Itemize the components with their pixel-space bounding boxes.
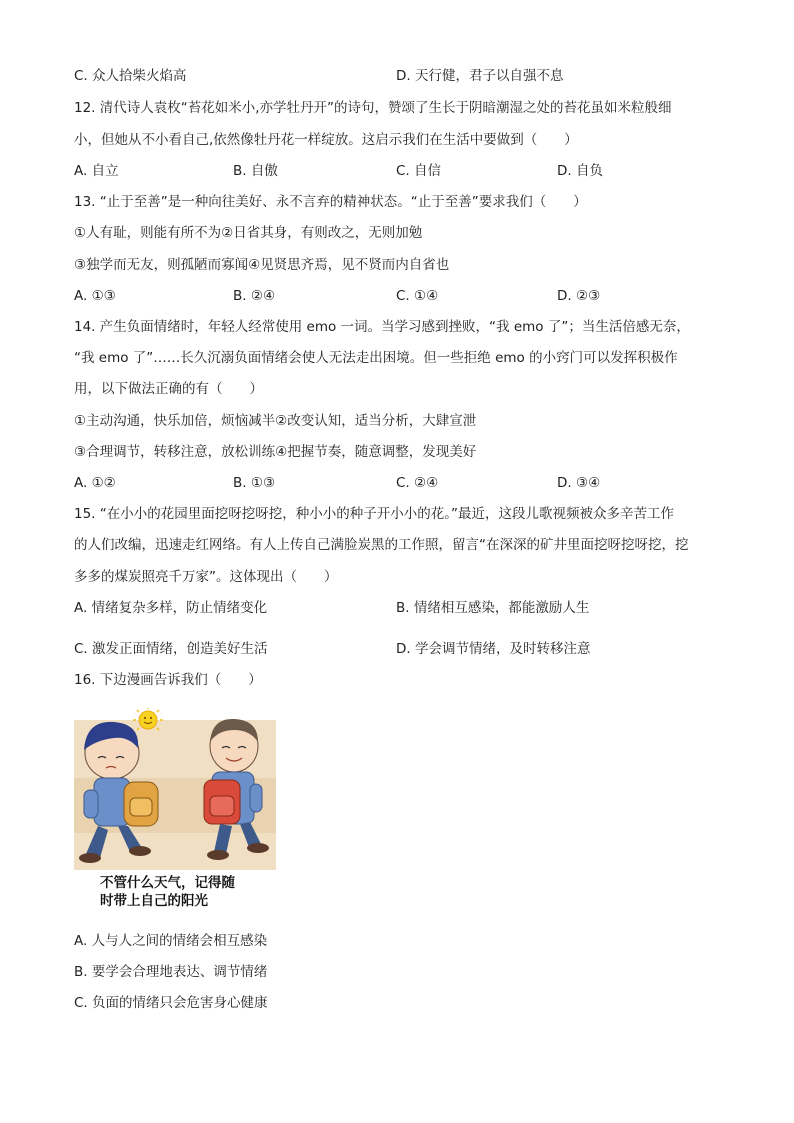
q16-option-c: C. 负面的情绪只会危害身心健康: [74, 995, 268, 1011]
cartoon-illustration: [74, 708, 276, 870]
q13-stem-line3: ③独学而无友，则孤陋而寡闻④见贤思齐焉，见不贤而内自省也: [74, 257, 450, 273]
q14-stem-line1: 14. 产生负面情绪时，年轻人经常使用 emo 一词。当学习感到挫败，“我 emo 了”；当生活倍感无奈，: [74, 319, 690, 335]
q13-option-a: A. ①③: [74, 288, 116, 304]
q15-option-b: B. 情绪相互感染，都能激励人生: [396, 600, 590, 616]
q16-option-a: A. 人与人之间的情绪会相互感染: [74, 933, 268, 949]
q11-option-d: D. 天行健，君子以自强不息: [396, 68, 564, 84]
q12-stem-line2: 小，但她从不小看自己,依然像牡丹花一样绽放。这启示我们在生活中要做到（ ）: [74, 132, 578, 148]
q13-stem-line1: 13. “止于至善”是一种向往美好、永不言弃的精神状态。“止于至善”要求我们（ ）: [74, 194, 587, 210]
q13-option-c: C. ①④: [396, 288, 439, 304]
q14-option-a: A. ①②: [74, 475, 116, 491]
cartoon-caption-line2: 时带上自己的阳光: [100, 893, 208, 909]
q14-option-c: C. ②④: [396, 475, 439, 491]
q13-stem-line2: ①人有耻，则能有所不为②日省其身，有则改之，无则加勉: [74, 225, 423, 241]
q12-option-c: C. 自信: [396, 163, 442, 179]
q14-stem-line4: ①主动沟通，快乐加倍，烦恼减半②改变认知，适当分析，大肆宣泄: [74, 413, 477, 429]
q14-option-b: B. ①③: [233, 475, 276, 491]
q14-stem-line3: 用，以下做法正确的有（ ）: [74, 381, 263, 397]
q15-stem-line3: 多多的煤炭照亮千万家”。这体现出（ ）: [74, 569, 338, 585]
q16-option-b: B. 要学会合理地表达、调节情绪: [74, 964, 268, 980]
q14-option-d: D. ③④: [557, 475, 601, 491]
q14-stem-line5: ③合理调节，转移注意，放松训练④把握节奏，随意调整，发现美好: [74, 444, 477, 460]
q12-option-a: A. 自立: [74, 163, 119, 179]
cartoon-caption-line1: 不管什么天气，记得随: [100, 875, 235, 891]
q13-option-d: D. ②③: [557, 288, 601, 304]
q12-option-b: B. 自傲: [233, 163, 278, 179]
q13-option-b: B. ②④: [233, 288, 276, 304]
q12-stem-line1: 12. 清代诗人袁枚“苔花如米小,亦学牡丹开”的诗句，赞颂了生长于阴暗潮湿之处的苔花虽如米粒般细: [74, 100, 672, 116]
q12-option-d: D. 自负: [557, 163, 603, 179]
q15-option-a: A. 情绪复杂多样，防止情绪变化: [74, 600, 268, 616]
q15-option-c: C. 激发正面情绪，创造美好生活: [74, 641, 268, 657]
q15-option-d: D. 学会调节情绪，及时转移注意: [396, 641, 591, 657]
q14-stem-line2: “我 emo 了”……长久沉溺负面情绪会使人无法走出困境。但一些拒绝 emo 的小窍门可以发挥积极作: [74, 350, 678, 366]
q11-option-c: C. 众人拾柴火焰高: [74, 68, 187, 84]
q15-stem-line1: 15. “在小小的花园里面挖呀挖呀挖，种小小的种子开小小的花。”最近，这段儿歌视频被众多辛苦工作: [74, 506, 674, 522]
q16-stem-line1: 16. 下边漫画告诉我们（ ）: [74, 672, 262, 688]
q15-stem-line2: 的人们改编，迅速走红网络。有人上传自己满脸炭黑的工作照，留言“在深深的矿井里面挖呀挖呀挖，挖: [74, 537, 689, 553]
